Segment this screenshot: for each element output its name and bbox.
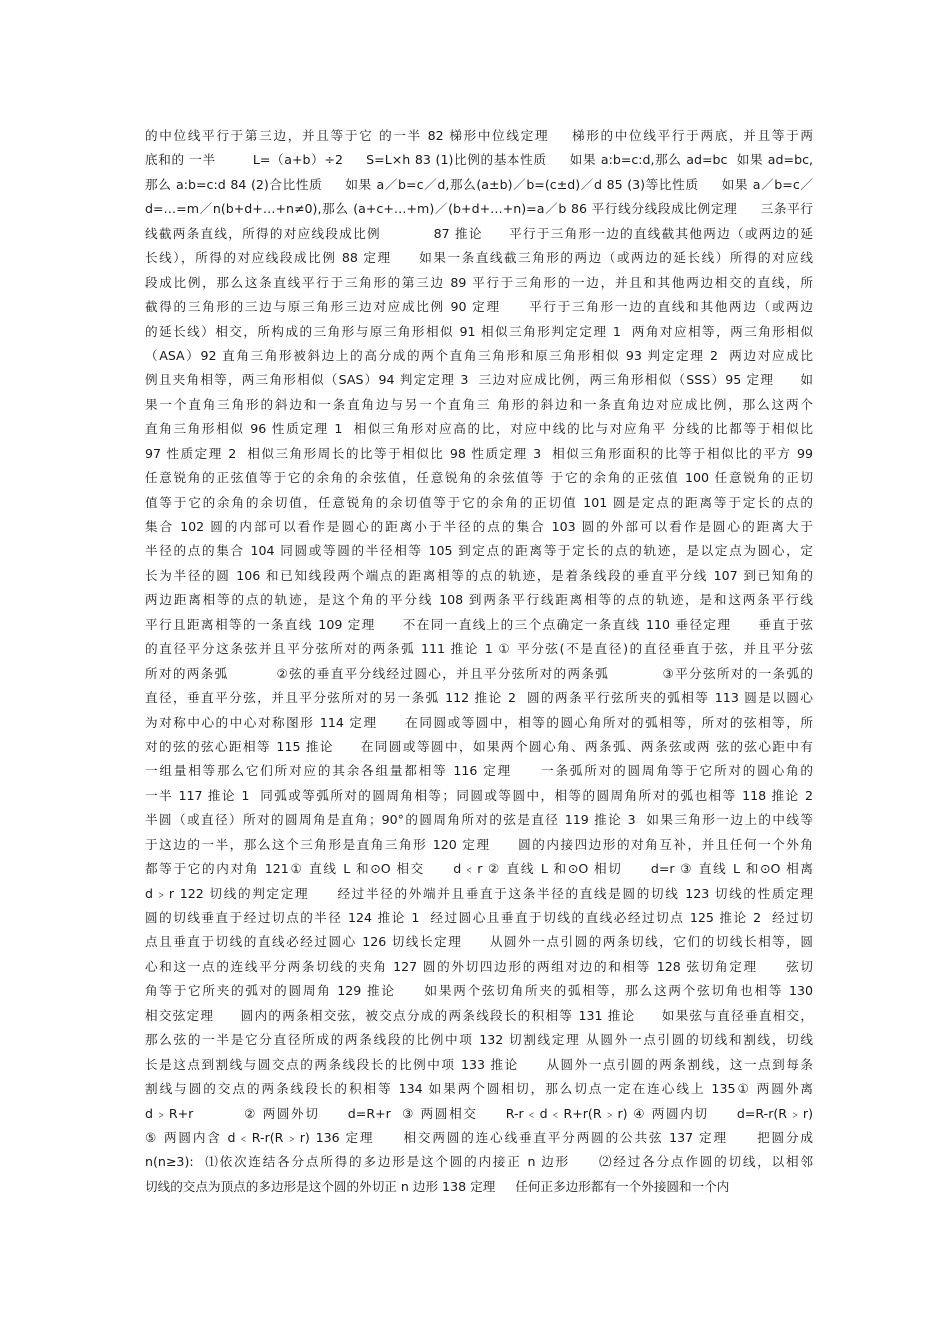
text-line: n(n≥3): ⑴依次连结各分点所得的多边形是这个圆的内接正 n 边形 ⑵经过各分点作圆的切线，以相邻 <box>145 1154 813 1170</box>
text-line: 果一个直角三角形的斜边和一条直角边与另一个直角三 角形的斜边和一条直角边对应成比例，那么这两个 <box>145 396 813 412</box>
text-line: （ASA）92 直角三角形被斜边上的高分成的两个直角三角形和原三角形相似 93 判定定理 2 两边对应成比 <box>145 347 813 363</box>
text-line: 切线的交点为顶点的多边形是这个圆的外切正 n 边形 138 定理 任何正多边形都有一个外接圆和一个内 <box>145 1178 730 1194</box>
text-line: d﹥R+r ② 两圆外切 d=R+r ③ 两圆相交 R-r﹤d﹤R+r(R﹥r) ④ 两圆内切 d=R-r(R﹥r) <box>145 1105 813 1121</box>
text-line: 直径，垂直平分弦，并且平分弦所对的另一条弧 112 推论 2 圆的两条平行弦所夹的弧相等 113 圆是以圆心 <box>145 690 813 706</box>
text-line: 值等于它的余角的余切值，任意锐角的余切值等于它的余角的正切值 101 圆是定点的距离等于定长的点的 <box>145 494 813 510</box>
text-line: d=…=m／n(b+d+…+n≠0),那么 (a+c+…+m)／(b+d+…+n)=a／b 86 平行线分线段成比例定理 三条平行 <box>145 201 813 217</box>
text-line: 所对的两条弧 ②弦的垂直平分线经过圆心，并且平分弦所对的两条弧 ③平分弦所对的一条弧的 <box>145 665 813 681</box>
text-line: 于这边的一半，那么这个三角形是直角三角形 120 定理 圆的内接四边形的对角互补，并且任何一个外角 <box>145 836 813 852</box>
text-line: 一半 117 推论 1 同弧或等弧所对的圆周角相等；同圆或等圆中，相等的圆周角所对的弧也相等 118 推论 2 <box>145 787 813 803</box>
text-line: 一组量相等那么它们所对应的其余各组量都相等 116 定理 一条弧所对的圆周角等于它所对的圆心角的 <box>145 763 813 779</box>
text-line: 长线），所得的对应线段成比例 88 定理 如果一条直线截三角形的两边（或两边的延长线）所得的对应线 <box>145 250 813 266</box>
text-line: 圆的切线垂直于经过切点的半径 124 推论 1 经过圆心且垂直于切线的直线必经过切点 125 推论 2 经过切 <box>145 910 813 925</box>
text-line: 都等于它的内对角 121① 直线 L 和⊙O 相交 d﹤r ② 直线 L 和⊙O 相切 d=r ③ 直线 L 和⊙O 相离 <box>145 861 813 877</box>
text-line: 例且夹角相等，两三角形相似（SAS）94 判定定理 3 三边对应成比例，两三角形相似（SSS）95 定理 如 <box>145 372 813 388</box>
text-line: 长为半径的圆 106 和已知线段两个端点的距离相等的点的轨迹，是着条线段的垂直平分线 107 到已知角的 <box>145 567 813 583</box>
text-line: 那么 a:b=c:d 84 (2)合比性质 如果 a／b=c／d,那么(a±b)／b=(c±d)／d 85 (3)等比性质 如果 a／b=c／ <box>145 176 813 192</box>
text-line: 半圆（或直径）所对的圆周角是直角；90°的圆周角所对的弦是直径 119 推论 3 如果三角形一边上的中线等 <box>145 812 813 828</box>
text-line: 半径的点的集合 104 同圆或等圆的半径相等 105 到定点的距离等于定长的点的轨迹，是以定点为圆心，定 <box>145 543 813 559</box>
text-line: 97 性质定理 2 相似三角形周长的比等于相似比 98 性质定理 3 相似三角形面积的比等于相似比的平方 99 <box>145 445 813 461</box>
text-line: 那么弦的一半是它分直径所成的两条线段的比例中项 132 切割线定理 从圆外一点引圆的切线和割线，切线 <box>145 1032 813 1048</box>
text-line: 角等于它所夹的弧对的圆周角 129 推论 如果两个弦切角所夹的弧相等，那么这两个弦切角也相等 130 <box>145 983 813 999</box>
text-line: ⑤ 两圆内含 d﹤R-r(R﹥r) 136 定理 相交两圆的连心线垂直平分两圆的公共弦 137 定理 把圆分成 <box>145 1129 813 1145</box>
text-line: 心和这一点的连线平分两条切线的夹角 127 圆的外切四边形的两组对边的和相等 128 弦切角定理 弦切 <box>145 958 813 974</box>
text-line: 平行且距离相等的一条直线 109 定理 不在同一直线上的三个点确定一条直线 110 垂径定理 垂直于弦 <box>145 616 813 632</box>
text-line: 集合 102 圆的内部可以看作是圆心的距离小于半径的点的集合 103 圆的外部可以看作是圆心的距离大于 <box>145 519 813 534</box>
text-line: 点且垂直于切线的直线必经过圆心 126 切线长定理 从圆外一点引圆的两条切线，它们的切线长相等，圆 <box>145 934 813 950</box>
text-line: 长是这点到割线与圆交点的两条线段长的比例中项 133 推论 从圆外一点引圆的两条割线，这一点到每条 <box>145 1056 813 1072</box>
text-line: 截得的三角形的三边与原三角形三边对应成比例 90 定理 平行于三角形一边的直线和其他两边（或两边 <box>145 299 813 315</box>
text-line: 底和的 一半 L=（a+b）÷2 S=L×h 83 (1)比例的基本性质 如果 a:b=c:d,那么 ad=bc 如果 ad=bc, <box>145 152 813 168</box>
text-line: 的中位线平行于第三边，并且等于它 的一半 82 梯形中位线定理 梯形的中位线平行于两底，并且等于两 <box>145 128 813 143</box>
text-line: 段成比例，那么这条直线平行于三角形的第三边 89 平行于三角形的一边，并且和其他两边相交的直线，所 <box>145 274 813 290</box>
text-line: 对的弦的弦心距相等 115 推论 在同圆或等圆中，如果两个圆心角、两条弧、两条弦或两 弦的弦心距中有 <box>145 738 813 754</box>
text-line: 的延长线）相交，所构成的三角形与原三角形相似 91 相似三角形判定定理 1 两角对应相等，两三角形相似 <box>145 323 813 339</box>
text-line: 相交弦定理 圆内的两条相交弦，被交点分成的两条线段长的积相等 131 推论 如果弦与直径垂直相交， <box>145 1007 813 1023</box>
text-line: 割线与圆的交点的两条线段长的积相等 134 如果两个圆相切，那么切点一定在连心线上 135① 两圆外离 <box>145 1081 813 1097</box>
text-line: 任意锐角的正弦值等于它的余角的余弦值，任意锐角的余弦值等 于它的余角的正弦值 100 任意锐角的正切 <box>145 470 813 486</box>
text-line: 线截两条直线，所得的对应线段成比例 87 推论 平行于三角形一边的直线截其他两边（或两边的延 <box>145 225 813 241</box>
text-line: 两边距离相等的点的轨迹，是这个角的平分线 108 到两条平行线距离相等的点的轨迹，是和这两条平行线 <box>145 592 813 608</box>
text-line: 为对称中心的中心对称图形 114 定理 在同圆或等圆中，相等的圆心角所对的弧相等，所对的弦相等，所 <box>145 714 813 730</box>
text-line: d﹥r 122 切线的判定定理 经过半径的外端并且垂直于这条半径的直线是圆的切线 123 切线的性质定理 <box>145 885 813 901</box>
text-line: 的直径平分这条弦并且平分弦所对的两条弧 111 推论 1 ① 平分弦(不是直径)的直径垂直于弦，并且平分弦 <box>145 641 813 657</box>
text-line: 直角三角形相似 96 性质定理 1 相似三角形对应高的比，对应中线的比与对应角平 分线的比都等于相似比 <box>145 421 813 437</box>
body-text <box>145 124 813 1199</box>
